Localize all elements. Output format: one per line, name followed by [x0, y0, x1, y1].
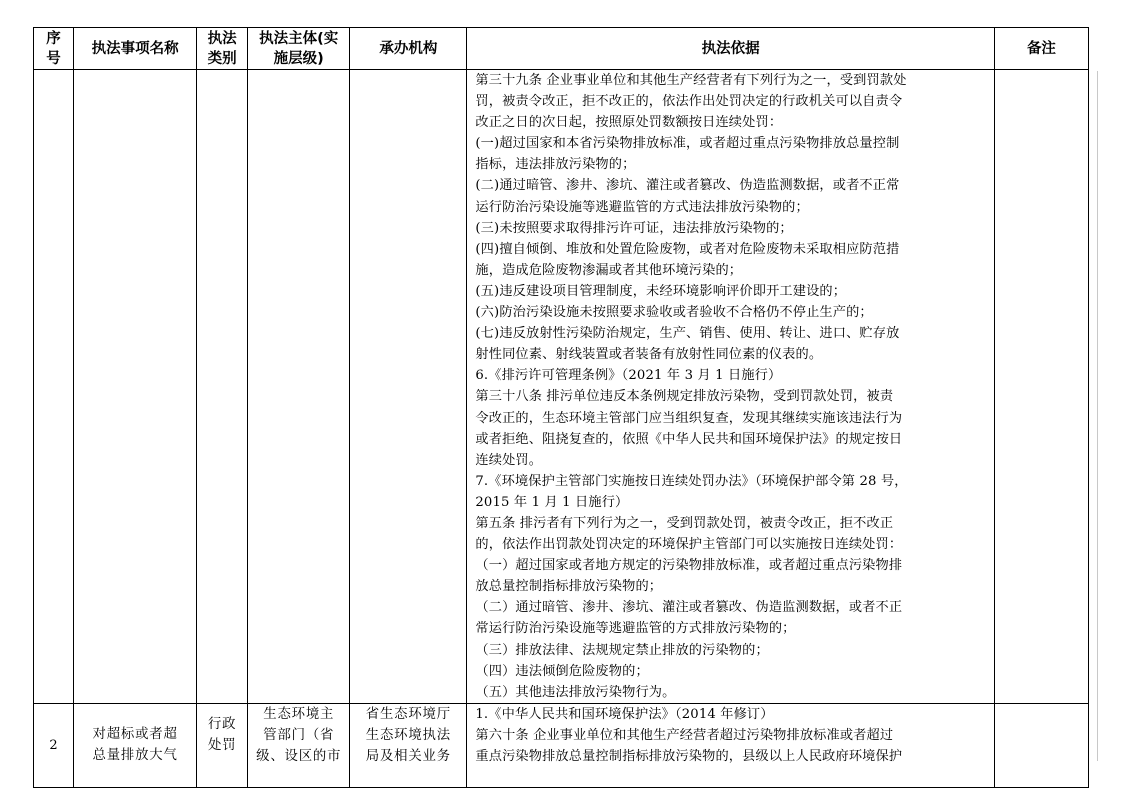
basis-text-line: 第三十九条 企业事业单位和其他生产经营者有下列行为之一，受到罚款处 [475, 73, 907, 88]
basis-text-line: 罚，被责令改正，拒不改正的，依法作出处罚决定的行政机关可以自责令 [475, 94, 903, 110]
header-basis: 执法依据 [467, 28, 995, 70]
basis-text-line: 第三十八条 排污单位违反本条例规定排放污染物，受到罚款处罚，被责 [475, 389, 894, 405]
row1-note-cell [994, 70, 1088, 704]
table-header-row [34, 28, 1089, 70]
table-row [34, 703, 1089, 787]
header-id-line: 序 [46, 30, 61, 47]
header-subject-line: 执法主体(实 [259, 30, 339, 47]
basis-text-line: 连续处罚。 [475, 452, 543, 468]
row2-org-line: 省生态环境厅 [365, 706, 451, 722]
row1-name-cell [74, 70, 197, 704]
row2-category-cell [197, 703, 248, 787]
basis-text-line: 7.《环境保护主管部门实施按日连续处罚办法》（环境保护部令第 28 号， [475, 473, 908, 489]
basis-text-line: （五）其他违法排放污染物行为。 [475, 684, 676, 700]
header-subject-line: 施层级) [273, 50, 324, 67]
header-category [197, 28, 248, 70]
basis-text-line: (三)未按照要求取得排污许可证，违法排放污染物的； [475, 220, 793, 236]
basis-text-line: (五)违反建设项目管理制度，未经环境影响评价即开工建设的； [475, 283, 847, 299]
header-id-line: 号 [46, 50, 61, 67]
basis-text-line: 改正之日的次日起，按照原处罚数额按日连续处罚： [475, 115, 783, 131]
row2-name-line: 对超标或者超 [92, 726, 178, 742]
row2-note-cell [994, 703, 1088, 787]
basis-text-line: (四)擅自倾倒、堆放和处置危险废物，或者对危险废物未采取相应防范措 [475, 241, 900, 257]
header-note: 备注 [994, 28, 1088, 70]
basis-text-line: 运行防治污染设施等逃避监管的方式违法排放污染物的； [475, 199, 809, 215]
row2-category-line: 处罚 [207, 737, 237, 753]
row1-basis-cell [467, 70, 995, 704]
basis-text-line: 施，造成危险废物渗漏或者其他环境污染的； [475, 262, 743, 278]
header-name: 执法事项名称 [74, 28, 197, 70]
row1-id-cell [34, 70, 74, 704]
basis-text-line: （四）违法倾倒危险废物的； [475, 663, 649, 679]
row2-category-line: 行政 [207, 716, 237, 732]
basis-text-line: 2015 年 1 月 1 日施行） [475, 494, 629, 510]
basis-text-line: 放总量控制指标排放污染物的； [475, 579, 663, 595]
row2-subject-line: 管部门（省 [263, 727, 335, 743]
row1-category-cell [197, 70, 248, 704]
row2-id-cell: 2 [34, 703, 74, 787]
row2-name-line: 总量排放大气 [92, 747, 178, 763]
row2-org-line: 局及相关业务 [365, 748, 451, 764]
basis-text-line: 重点污染物排放总量控制指标排放污染物的，县级以上人民政府环境保护 [475, 749, 903, 764]
basis-text-line: 射性同位素、射线装置或者装备有放射性同位素的仪表的。 [475, 347, 823, 363]
basis-text-line: （一）超过国家或者地方规定的污染物排放标准，或者超过重点污染物排 [475, 558, 903, 574]
basis-text-line: 的，依法作出罚款处罚决定的环境保护主管部门可以实施按日连续处罚： [475, 537, 903, 553]
header-id [34, 28, 74, 70]
table-row [34, 70, 1089, 704]
row2-subject-cell [248, 703, 350, 787]
basis-text-line: 第五条 排污者有下列行为之一，受到罚款处罚，被责令改正，拒不改正 [475, 515, 894, 531]
row2-subject-line: 生态环境主 [263, 706, 335, 722]
header-org: 承办机构 [350, 28, 467, 70]
basis-text-line: (一)超过国家和本省污染物排放标准，或者超过重点污染物排放总量控制 [475, 136, 900, 152]
basis-text-line: 常运行防治污染设施等逃避监管的方式排放污染物的； [475, 621, 796, 637]
basis-text-line: 或者拒绝、阻挠复查的，依照《中华人民共和国环境保护法》的规定按日 [475, 431, 903, 447]
basis-text-line: 令改正的，生态环境主管部门应当组织复查，发现其继续实施该违法行为 [475, 410, 903, 426]
basis-text-line: （三）排放法律、法规规定禁止排放的污染物的； [475, 642, 769, 658]
basis-text-line: 第六十条 企业事业单位和其他生产经营者超过污染物排放标准或者超过 [475, 727, 894, 743]
header-category-line: 执法 [207, 30, 237, 47]
basis-text-line: (六)防治污染设施未按照要求验收或者验收不合格仍不停止生产的； [475, 305, 873, 321]
basis-text-line: 指标，违法排放污染物的； [475, 157, 636, 173]
page-edge-rule [1097, 71, 1098, 761]
row2-org-cell [350, 703, 467, 787]
header-subject [248, 28, 350, 70]
row2-org-line: 生态环境执法 [365, 727, 451, 743]
basis-text-line: （二）通过暗管、渗井、渗坑、灌注或者篡改、伪造监测数据，或者不正 [475, 600, 903, 616]
row1-org-cell [350, 70, 467, 704]
row1-subject-cell [248, 70, 350, 704]
basis-text-line: (二)通过暗管、渗井、渗坑、灌注或者篡改、伪造监测数据，或者不正常 [475, 178, 900, 194]
basis-text-line: (七)违反放射性污染防治规定，生产、销售、使用、转让、进口、贮存放 [475, 326, 900, 342]
basis-text-line: 1.《中华人民共和国环境保护法》（2014 年修订） [475, 706, 774, 722]
enforcement-table [33, 27, 1089, 788]
basis-text-line: 6.《排污许可管理条例》（2021 年 3 月 1 日施行） [475, 368, 782, 384]
header-category-line: 类别 [207, 50, 237, 67]
row2-basis-cell [467, 703, 995, 787]
row2-subject-line: 级、设区的市 [256, 748, 342, 764]
row2-name-cell [74, 703, 197, 787]
